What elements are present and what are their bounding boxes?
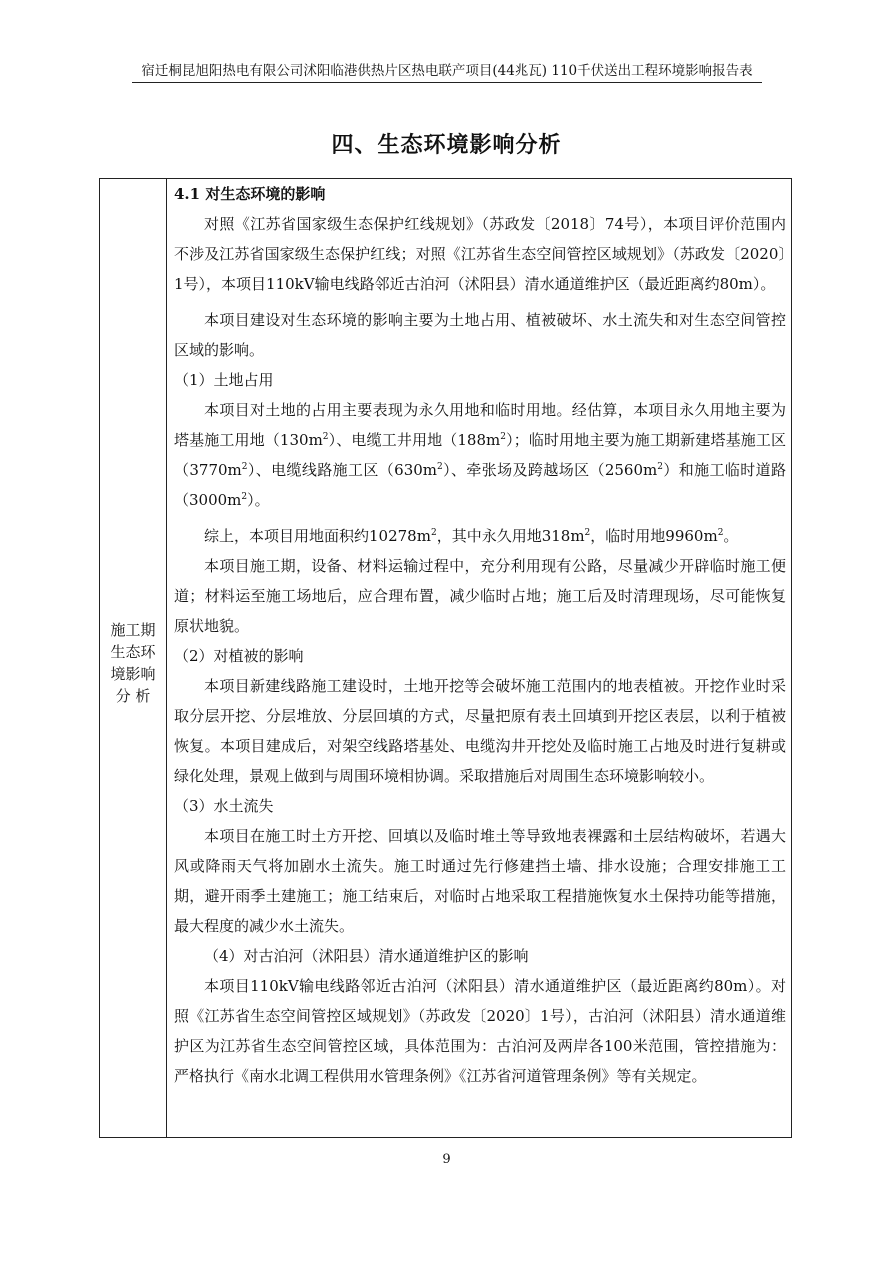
analysis-table xyxy=(99,178,792,1138)
paragraph-water-channel: 本项目110kV输电线路邻近古泊河（沭阳县）清水通道维护区（最近距离约80m）。对照《江苏省生态空间管控区域规划》（苏政发〔2020〕1号），古泊河（沭阳县）清水通道维护区为江苏省生态空间管控区域，具体范围为：古泊河及两岸各100米范围，管控措施为：严格执行《南水北调工程供用水管理条例》《江苏省河道管理条例》等有关规定。 xyxy=(174,977,786,1085)
subheading-water-channel: （4）对古泊河（沭阳县）清水通道维护区的影响 xyxy=(204,947,529,965)
subheading-soil-erosion: （3）水土流失 xyxy=(174,797,274,815)
row-label-line: 生态环 xyxy=(110,643,156,661)
paragraph-soil-erosion: 本项目在施工时土方开挖、回填以及临时堆土等导致地表裸露和土层结构破坏，若遇大风或降雨天气将加剧水土流失。施工时通过先行修建挡土墙、排水设施；合理安排施工工期，避开雨季土建施工；施工结束后，对临时占地采取工程措施恢复水土保持功能等措施，最大程度的减少水土流失。 xyxy=(174,827,786,935)
row-label xyxy=(100,619,166,707)
section-heading: 4.1 对生态环境的影响 xyxy=(174,185,326,203)
page-number: 9 xyxy=(442,1152,451,1167)
row-label-line: 施工期 xyxy=(110,621,156,639)
running-header: 宿迁桐昆旭阳热电有限公司沭阳临港供热片区热电联产项目(44兆瓦) 110千伏送出工程环境影响报告表 xyxy=(141,63,753,79)
row-label-line: 境影响 xyxy=(110,665,156,683)
chapter-title: 四、生态环境影响分析 xyxy=(331,133,562,158)
paragraph-ecological-redline: 对照《江苏省国家级生态保护红线规划》（苏政发〔2018〕74号），本项目评价范围内不涉及江苏省国家级生态保护红线；对照《江苏省生态空间管控区域规划》（苏政发〔2020〕1号），本项目110kV输电线路邻近古泊河（沭阳县）清水通道维护区（最近距离约80m）。 xyxy=(174,215,786,293)
paragraph-construction-measures: 本项目施工期，设备、材料运输过程中，充分利用现有公路，尽量减少开辟临时施工便道；材料运至施工场地后，应合理布置，减少临时占地；施工后及时清理现场，尽可能恢复原状地貌。 xyxy=(174,557,786,635)
row-label-line: 分 析 xyxy=(115,687,151,705)
table-column-divider xyxy=(166,179,167,1137)
header-rule xyxy=(132,82,762,83)
subheading-land-use: （1）土地占用 xyxy=(174,371,274,389)
paragraph-land-use: 本项目对土地的占用主要表现为永久用地和临时用地。经估算，本项目永久用地主要为塔基施工用地$(130m^2)$、电缆工井用地$(188m^2)$；临时用地主要为施工期新建塔基施工区$(3770m^2)$、电缆线路施工区$(630m^2)$、牵张场及跨越场区$(2560m^2)$和施工临时道路$(3000m^2)$。 xyxy=(174,401,786,509)
paragraph-impact-overview: 本项目建设对生态环境的影响主要为土地占用、植被破坏、水土流失和对生态空间管控区域的影响。 xyxy=(174,311,786,359)
paragraph-land-summary: 综上，本项目用地面积约$10278m^2$，其中永久用地$318m^2$，临时用地$9960m^2$。 xyxy=(204,527,739,545)
table-content-cell xyxy=(174,179,786,1091)
paragraph-vegetation: 本项目新建线路施工建设时，土地开挖等会破坏施工范围内的地表植被。开挖作业时采取分层开挖、分层堆放、分层回填的方式，尽量把原有表土回填到开挖区表层，以利于植被恢复。本项目建成后，对架空线路塔基处、电缆沟井开挖处及临时施工占地及时进行复耕或绿化处理，景观上做到与周围环境相协调。采取措施后对周围生态环境影响较小。 xyxy=(174,677,786,785)
subheading-vegetation: （2）对植被的影响 xyxy=(174,647,304,665)
